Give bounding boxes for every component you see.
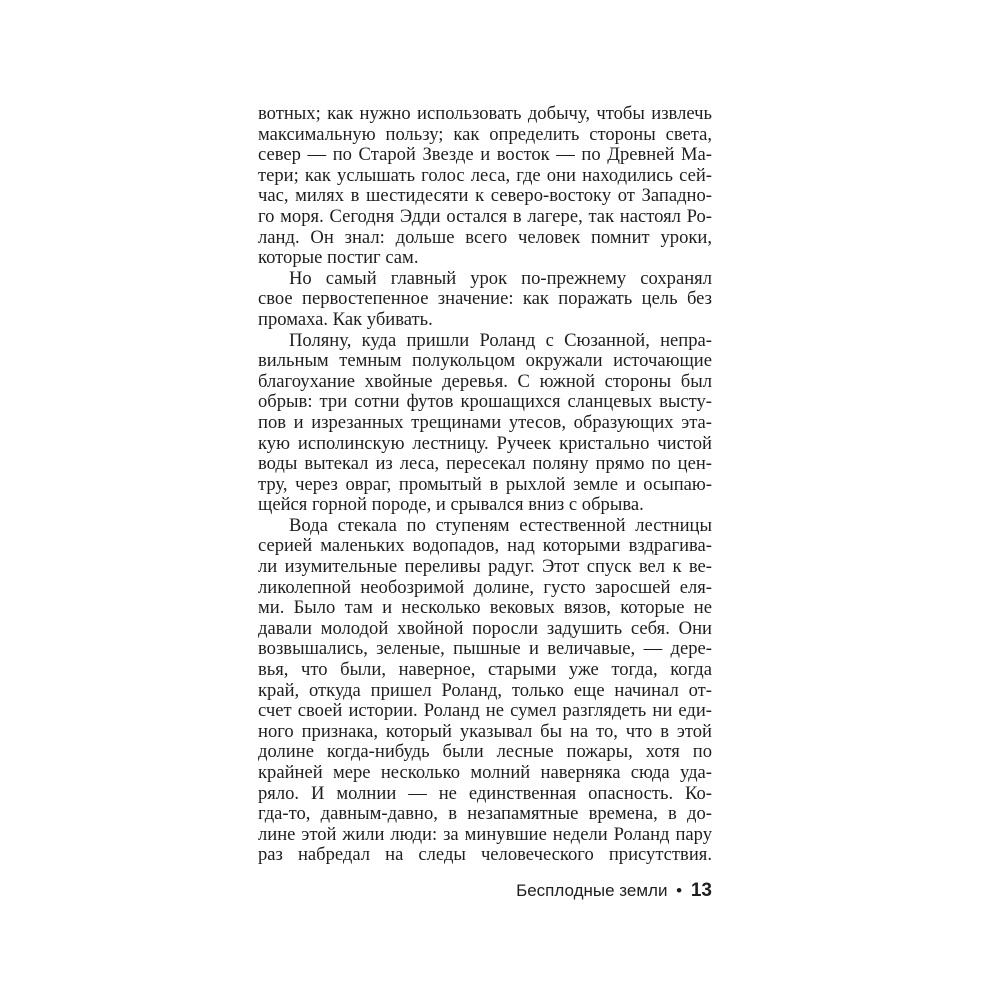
text-line: час, милях в шестидесяти к северо-востоку от Западно- [258, 185, 712, 207]
text-line: тру, через овраг, промытый в рыхлой земле и осыпаю- [258, 473, 712, 495]
text-line: ми. Было там и несколько вековых вязов, которые не [258, 597, 712, 619]
text-line: край, откуда пришел Роланд, только еще начинал от- [258, 679, 712, 701]
text-line: которые постиг сам. [258, 247, 419, 269]
separator-bullet: • [676, 881, 683, 900]
text-line: ного признака, который указывал бы на то, что в этой [258, 720, 712, 742]
text-line: раз набредал на следы человеческого присутствия. [258, 844, 712, 866]
text-line: север — по Старой Звезде и восток — по Древней Ма- [258, 144, 712, 166]
page-footer [516, 880, 712, 902]
text-line: ли изумительные переливы радуг. Этот спуск вел к ве- [258, 556, 712, 578]
page-number: 13 [690, 880, 712, 901]
text-line: тери; как услышать голос леса, где они находились сей- [258, 164, 712, 186]
text-line: го моря. Сегодня Эдди остался в лагере, так настоял Ро- [258, 205, 712, 227]
paragraph [258, 104, 712, 269]
text-line: Поляну, куда пришли Роланд с Сюзанной, непра- [289, 329, 712, 351]
body-text [258, 104, 712, 866]
text-line: гда-то, давным-давно, в незапамятные времена, в до- [258, 803, 712, 825]
text-line: кую исполинскую лестницу. Ручеек кристально чистой [258, 432, 712, 454]
text-line: долине когда-нибудь были лесные пожары, хотя по [258, 741, 712, 763]
text-line: ликолепной необозримой долине, густо заросшей еля- [258, 576, 712, 598]
text-line: щейся горной породе, и срывался вниз с обрыва. [258, 494, 644, 516]
text-line: серией маленьких водопадов, над которыми вздрагива- [258, 535, 712, 557]
text-line: пов и изрезанных трещинами утесов, образующих эта- [258, 411, 712, 433]
text-line: промаха. Как убивать. [258, 308, 433, 330]
text-line: возвышались, зеленые, пышные и величавые, — дере- [258, 638, 712, 660]
text-line: максимальную пользу; как определить стороны света, [258, 123, 712, 145]
text-line: ряло. И молнии — не единственная опасность. Ко- [258, 782, 712, 804]
paragraph [258, 269, 712, 331]
text-line: вья, что были, наверное, старыми уже тогда, когда [258, 659, 712, 681]
paragraph [258, 331, 712, 516]
text-line: Вода стекала по ступеням естественной лестницы [289, 514, 712, 536]
text-line: давали молодой хвойной поросли задушить себя. Они [258, 617, 712, 639]
text-line: крайней мере несколько молний наверняка сюда уда- [258, 762, 712, 783]
paragraph [258, 516, 712, 866]
text-line: лине этой жили люди: за минувшие недели Роланд пару [258, 823, 712, 845]
text-line: обрыв: три сотни футов крошащихся сланцевых высту- [258, 391, 712, 413]
text-line: вильным темным полукольцом окружали источающие [258, 350, 712, 372]
text-line: благоухание хвойные деревья. С южной стороны был [258, 370, 712, 392]
text-line: Но самый главный урок по-прежнему сохранял [289, 267, 712, 289]
text-line: счет своей истории. Роланд не сумел разглядеть ни еди- [258, 700, 712, 722]
text-line: свое первостепенное значение: как поражать цель без [258, 288, 712, 310]
text-line: вотных; как нужно использовать добычу, чтобы извлечь [258, 103, 712, 124]
text-line: ланд. Он знал: дольше всего человек помнит уроки, [258, 226, 712, 248]
text-line: воды вытекал из леса, пересекал поляну прямо по цен- [258, 453, 712, 475]
running-title: Бесплодные земли [516, 881, 668, 900]
